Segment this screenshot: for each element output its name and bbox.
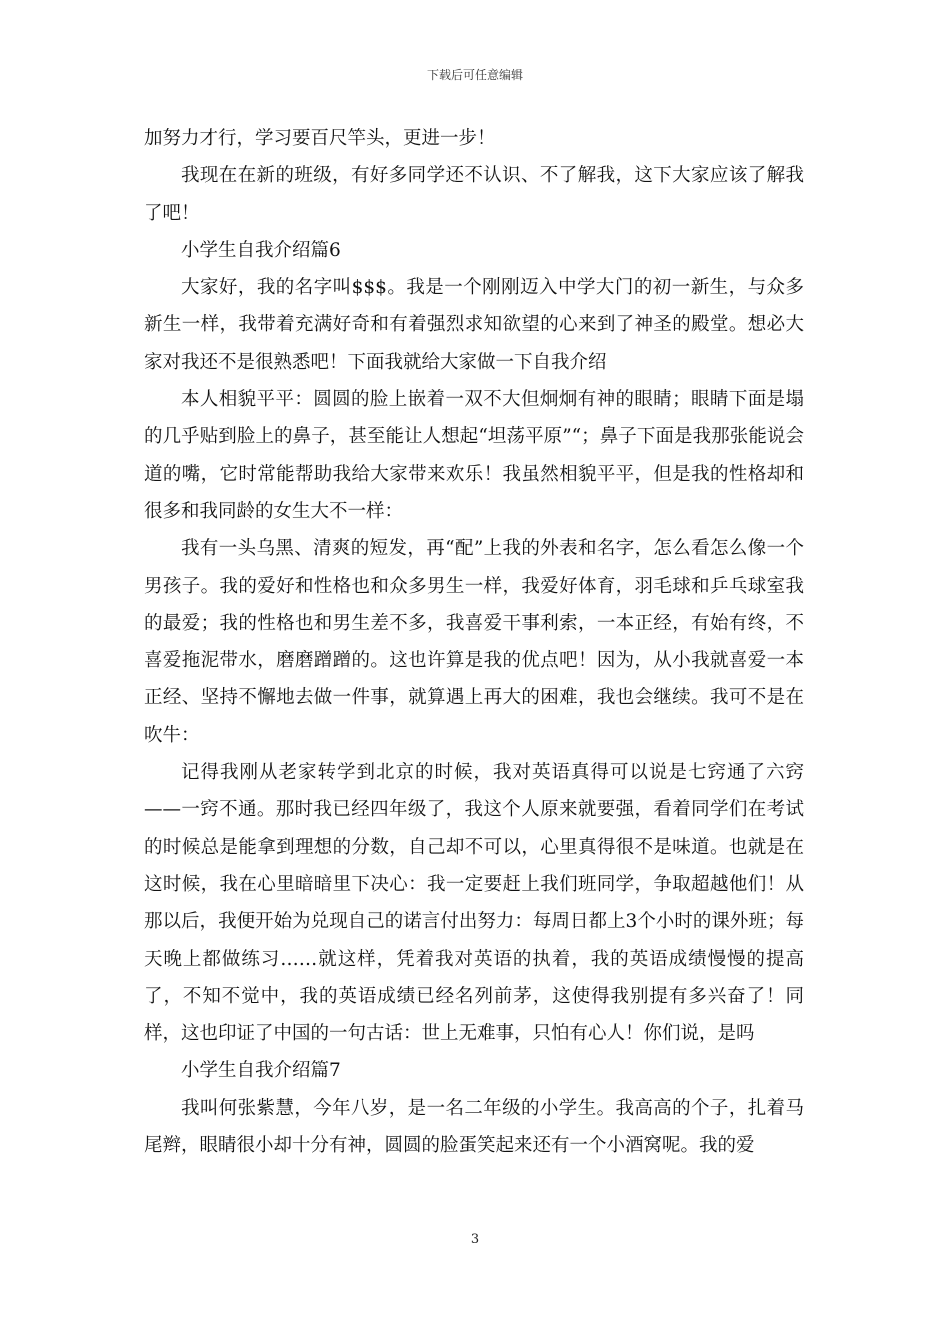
paragraph: 大家好，我的名字叫$$$。我是一个刚刚迈入中学大门的初一新生，与众多新生一样，我带着充满好奇和有着强烈求知欲望的心来到了神圣的殿堂。想必大家对我还不是很熟悉吧！下面我就给大家做一下自我介绍	[144, 277, 804, 373]
page-header: 下载后可任意编辑	[426, 68, 523, 82]
paragraph: 记得我刚从老家转学到北京的时候，我对英语真得可以说是七窍通了六窍——一窍不通。那时我已经四年级了，我这个人原来就要强，看着同学们在考试的时候总是能拿到理想的分数，自己却不可以，心里真得很不是味道。也就是在这时候，我在心里暗暗里下决心：我一定要赶上我们班同学，争取超越他们！从那以后，我便开始为兑现自己的诺言付出努力：每周日都上3个小时的课外班；每天晚上都做练习……就这样，凭着我对英语的执着，我的英语成绩慢慢的提高了，不知不觉中，我的英语成绩已经名列前茅，这使得我别提有多兴奋了！同样，这也印证了中国的一句古话：世上无难事，只怕有心人！你们说，是吗	[144, 762, 804, 1045]
paragraph: 我叫何张紫慧，今年八岁，是一名二年级的小学生。我高高的个子，扎着马尾辫，眼睛很小却十分有神，圆圆的脸蛋笑起来还有一个小酒窝呢。我的爱	[144, 1097, 804, 1157]
paragraph: 我有一头乌黑、清爽的短发，再“配”上我的外表和名字，怎么看怎么像一个男孩子。我的爱好和性格也和众多男生一样，我爱好体育，羽毛球和乒乓球室我的最爱；我的性格也和男生差不多，我喜爱干事利索，一本正经，有始有终，不喜爱拖泥带水，磨磨蹭蹭的。这也许算是我的优点吧！因为，从小我就喜爱一本正经、坚持不懈地去做一件事，就算遇上再大的困难，我也会继续。我可不是在吹牛：	[144, 538, 804, 746]
section-heading: 小学生自我介绍篇6	[181, 239, 341, 261]
page-number: 3	[470, 1232, 480, 1247]
document-body	[144, 120, 804, 1164]
paragraph: 加努力才行，学习要百尺竿头，更进一步！	[144, 128, 496, 149]
paragraph: 本人相貌平平：圆圆的脸上嵌着一双不大但炯炯有神的眼睛；眼睛下面是塌的几乎贴到脸上的鼻子，甚至能让人想起“坦荡平原”“；鼻子下面是我那张能说会道的嘴，它时常能帮助我给大家带来欢乐！我虽然相貌平平，但是我的性格却和很多和我同龄的女生大不一样：	[144, 389, 804, 522]
section-heading: 小学生自我介绍篇7	[181, 1060, 341, 1082]
paragraph: 我现在在新的班级，有好多同学还不认识、不了解我，这下大家应该了解我了吧！	[144, 165, 804, 224]
